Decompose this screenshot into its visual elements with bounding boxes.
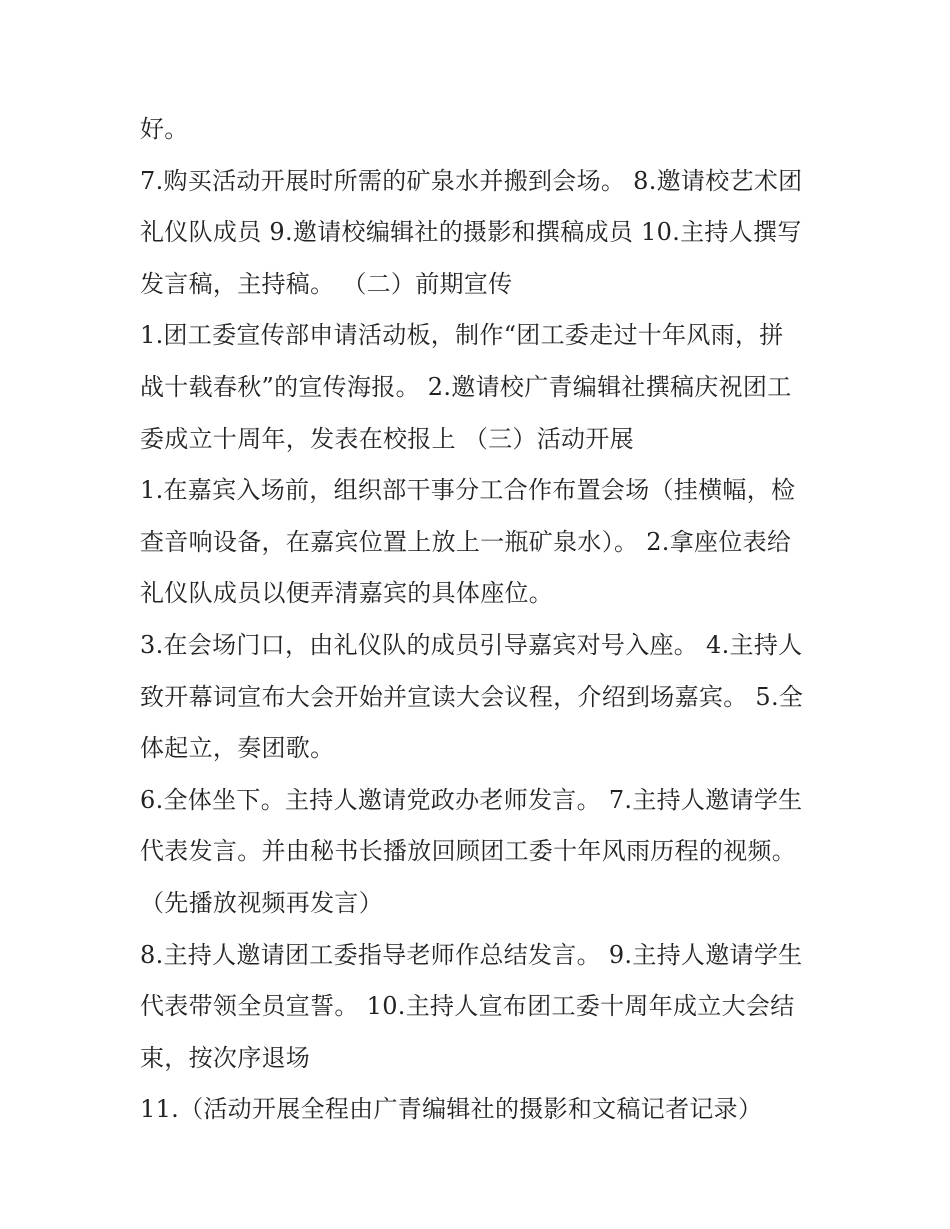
- text-line: 体起立，奏团歌。: [140, 734, 335, 763]
- text-line: 查音响设备，在嘉宾位置上放上一瓶矿泉水）。 2.拿座位表给: [140, 527, 792, 556]
- text-line: 战十载春秋”的宣传海报。 2.邀请校广青编辑社撰稿庆祝团工: [140, 372, 792, 401]
- text-line: 好。: [140, 115, 189, 143]
- text-line: （先播放视频再发言）: [140, 888, 383, 917]
- text-line: 代表带领全员宣誓。 10.主持人宣布团工委十周年成立大会结: [140, 992, 795, 1021]
- text-line: 11.（活动开展全程由广青编辑社的摄影和文稿记者记录）: [140, 1095, 763, 1124]
- text-line: 致开幕词宣布大会开始并宣读大会议程，介绍到场嘉宾。 5.全: [140, 682, 804, 711]
- text-line: 3.在会场门口，由礼仪队的成员引导嘉宾对号入座。 4.主持人: [140, 630, 803, 659]
- text-line: 委成立十周年，发表在校报上 （三）活动开展: [140, 424, 634, 453]
- text-line: 礼仪队成员以便弄清嘉宾的具体座位。: [140, 579, 554, 608]
- text-line: 7.购买活动开展时所需的矿泉水并搬到会场。 8.邀请校艺术团: [140, 166, 803, 195]
- text-line: 1.在嘉宾入场前，组织部干事分工合作布置会场（挂横幅，检: [140, 476, 796, 505]
- text-line: 8.主持人邀请团工委指导老师作总结发言。 9.主持人邀请学生: [140, 940, 803, 969]
- document-body: [140, 104, 820, 1136]
- text-line: 1.团工委宣传部申请活动板，制作“团工委走过十年风雨，拼: [140, 321, 784, 350]
- text-line: 发言稿，主持稿。 （二）前期宣传: [140, 269, 513, 298]
- text-line: 礼仪队成员 9.邀请校编辑社的摄影和撰稿成员 10.主持人撰写: [140, 218, 802, 247]
- text-line: 束，按次序退场: [140, 1043, 311, 1072]
- text-line: 代表发言。并由秘书长播放回顾团工委十年风雨历程的视频。: [140, 837, 797, 866]
- text-line: 6.全体坐下。主持人邀请党政办老师发言。 7.主持人邀请学生: [140, 785, 803, 814]
